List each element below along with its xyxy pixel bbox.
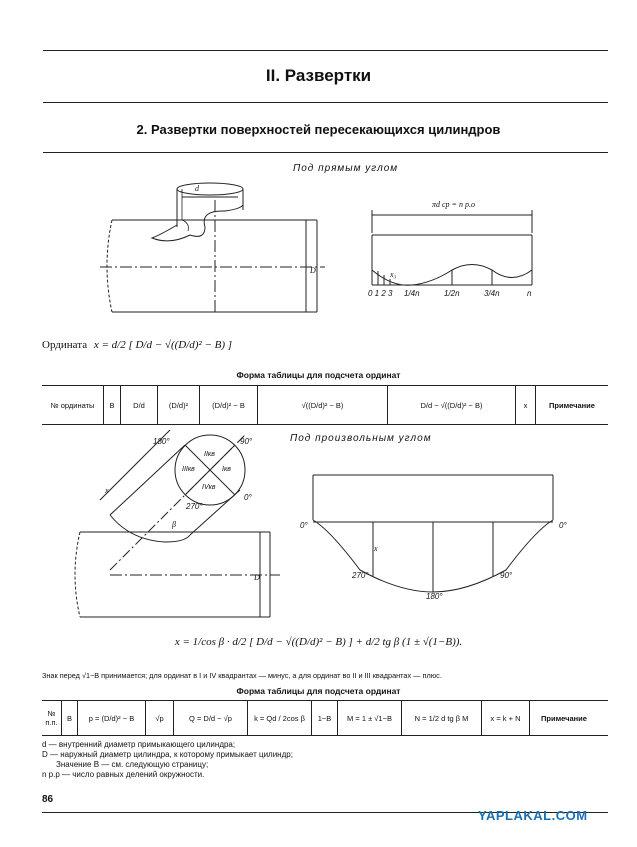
table2 [42, 700, 608, 736]
fig2-quad-I: Iкв [222, 466, 231, 473]
table1-col-8: Примечание [549, 400, 595, 410]
table2-col-9: x = k + N [482, 701, 530, 735]
note-item: D — наружный диаметр цилиндра, к которому примыкает цилиндр; [42, 750, 293, 759]
fig2-label-beta: β [172, 520, 176, 529]
table1-col-2: D/d [121, 386, 158, 424]
note-item: n р.р — число равных делений окружности. [42, 770, 205, 779]
fig2-dev-180: 180° [426, 592, 443, 601]
figure2-caption: Под произвольным углом [290, 433, 432, 444]
table2-col-10: Примечание [541, 713, 587, 723]
table2-col-5: k = Qd / 2cos β [248, 701, 312, 735]
subsection-title: 2. Развертки поверхностей пересекающихся цилиндров [136, 122, 501, 137]
fig2-angle-90: 90° [240, 437, 253, 446]
note-item: d — внутренний диаметр примыкающего цилиндра; [42, 740, 236, 749]
formula2: x = 1/cos β · d/2 [ D/d − √((D/d)² − B) ] + d/2 tg β (1 ± √(1−B)). [174, 636, 463, 648]
fig2-dev-90: 90° [500, 571, 513, 580]
table2-col-1: B [62, 701, 78, 735]
fig2-angle-0: 0° [244, 493, 252, 502]
table2-col-7: M = 1 ± √1−B [338, 701, 402, 735]
section-title: II. Развертки [265, 66, 372, 85]
section-rule [43, 102, 608, 103]
notes [42, 740, 608, 780]
table2-col-3: √p [146, 701, 174, 735]
table1-col-5: √((D/d)² − B) [258, 386, 388, 424]
fig2-dev-270: 270° [352, 571, 369, 580]
fig2-dev-x: x [374, 544, 378, 553]
note-item: Значение B — см. следующую страницу; [56, 760, 209, 769]
table1-col-3: (D/d)² [158, 386, 200, 424]
sign-note: Знак перед √1−B принимается; для ординат в I и IV квадрантах — минус, а для ординат во II и III квадрантах — плюс. [42, 671, 442, 680]
figure1-caption: Под прямым углом [293, 163, 399, 174]
fig2-angle-270: 270° [186, 502, 203, 511]
figure1-tick-2: 1/2n [444, 289, 460, 298]
fig2-label-x: x [105, 486, 109, 495]
fig2-angle-180: 180° [153, 437, 170, 446]
fig2-quad-IV: IVкв [202, 484, 216, 491]
figure1-tick-3: 3/4n [484, 289, 500, 298]
table2-col-4: Q = D/d − √p [174, 701, 248, 735]
fig2-dev-0-left: 0° [300, 521, 308, 530]
table2-col-2: p = (D/d)² − B [78, 701, 146, 735]
formula1-text: x = d/2 [ D/d − √((D/d)² − B) ] [93, 339, 233, 351]
top-rule [43, 50, 608, 51]
table1-col-7: x [516, 386, 536, 424]
fig2-label-D: D [254, 573, 260, 582]
table1 [42, 385, 608, 425]
table1-title: Форма таблицы для подсчета ординат [236, 370, 401, 380]
figure1-label-x3: x₃ [390, 270, 397, 279]
formula1-prefix: Ордината [42, 339, 88, 351]
table2-title: Форма таблицы для подсчета ординат [236, 686, 401, 696]
table2-col-8: N = 1/2 d tg β M [402, 701, 482, 735]
subsection-rule [43, 152, 608, 153]
figure1-label-top: πd ср = n р.о [432, 200, 475, 209]
figure1-drawing [100, 175, 560, 325]
table1-col-6: D/d − √((D/d)² − B) [388, 386, 516, 424]
table1-col-1: B [104, 386, 121, 424]
table1-col-4: (D/d)² − B [200, 386, 258, 424]
table2-col-6: 1−B [312, 701, 338, 735]
figure1-tick-0: 0 1 2 3 [368, 289, 393, 298]
table1-col-0: № ординаты [42, 386, 104, 424]
watermark: YAPLAKAL.COM [478, 808, 588, 823]
formula1 [42, 339, 232, 351]
fig2-quad-II: IIкв [204, 451, 215, 458]
figure1-label-d: d [195, 184, 199, 193]
page-number: 86 [42, 794, 54, 805]
figure1-tick-1: 1/4n [404, 289, 420, 298]
figure1-tick-4: n [527, 289, 532, 298]
fig2-quad-III: IIIкв [182, 466, 195, 473]
fig2-dev-0-right: 0° [559, 521, 567, 530]
figure2-drawing [70, 430, 590, 630]
table2-col-0: № п.п. [42, 701, 62, 735]
figure1-label-D: D [310, 266, 316, 275]
